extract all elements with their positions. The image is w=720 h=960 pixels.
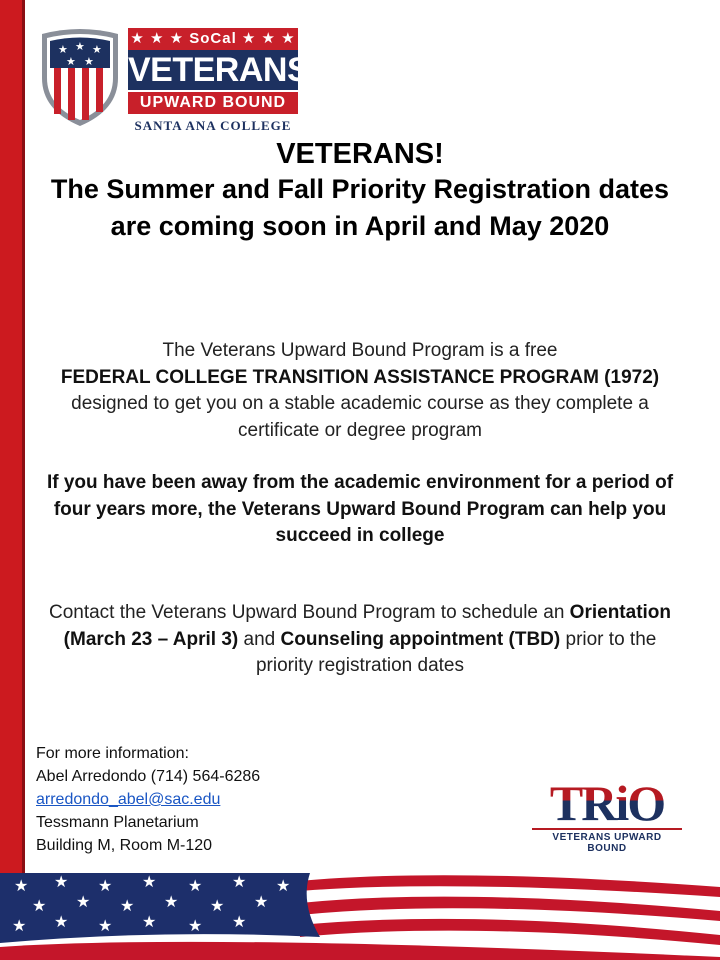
away-paragraph: If you have been away from the academic environment for a period of four years more, the Veterans Upward Bound Program can help you succeed in college bbox=[46, 472, 674, 546]
svg-text:★: ★ bbox=[84, 55, 94, 68]
svg-text:★: ★ bbox=[232, 873, 247, 891]
svg-text:★: ★ bbox=[232, 912, 247, 931]
trio-logo bbox=[532, 775, 682, 854]
cta-pre: Contact the Veterans Upward Bound Program to schedule an bbox=[48, 602, 565, 623]
svg-text:★: ★ bbox=[142, 912, 157, 931]
svg-text:★: ★ bbox=[98, 876, 113, 895]
svg-text:★: ★ bbox=[98, 916, 113, 935]
svg-text:★: ★ bbox=[188, 916, 203, 935]
svg-text:★: ★ bbox=[75, 40, 85, 53]
svg-text:★: ★ bbox=[254, 892, 269, 911]
american-flag-banner bbox=[0, 873, 720, 960]
cta-and: and bbox=[243, 628, 276, 650]
contact-name-phone: Abel Arredondo (714) 564-6286 bbox=[36, 768, 261, 785]
svg-text:★: ★ bbox=[66, 55, 76, 68]
svg-text:★: ★ bbox=[32, 896, 47, 915]
cta-counseling: Counseling appointment (TBD) bbox=[280, 628, 561, 650]
red-side-bar bbox=[0, 0, 25, 875]
contact-heading: For more information: bbox=[36, 745, 189, 762]
trio-subtitle: VETERANS UPWARD BOUND bbox=[532, 828, 682, 854]
intro-program-name: FEDERAL COLLEGE TRANSITION ASSISTANCE PROGRAM (1972) bbox=[60, 366, 660, 388]
logo-college: SANTA ANA COLLEGE bbox=[134, 118, 292, 133]
svg-text:★: ★ bbox=[142, 873, 157, 891]
logo-upward-bound: UPWARD BOUND bbox=[128, 92, 298, 114]
svg-text:★: ★ bbox=[76, 892, 91, 911]
svg-text:★: ★ bbox=[188, 876, 203, 895]
contact-room: Building M, Room M-120 bbox=[36, 837, 213, 854]
logo-socal: ★ ★ ★ SoCal ★ ★ ★ bbox=[128, 28, 298, 50]
trio-word: TRiO bbox=[532, 778, 682, 828]
svg-text:★: ★ bbox=[12, 916, 27, 935]
shield-icon bbox=[38, 28, 122, 128]
svg-text:★: ★ bbox=[92, 43, 102, 56]
cta-orientation: Orientation (March 23 – April 3) bbox=[63, 602, 672, 650]
svg-text:★: ★ bbox=[58, 43, 68, 56]
svg-text:★: ★ bbox=[276, 876, 291, 895]
svg-text:★: ★ bbox=[210, 896, 225, 915]
contact-cta-paragraph bbox=[40, 600, 680, 680]
svg-text:★: ★ bbox=[120, 896, 135, 915]
headline-title: VETERANS! bbox=[276, 138, 444, 170]
contact-location: Tessmann Planetarium bbox=[36, 814, 199, 831]
intro-line-1: The Veterans Upward Bound Program is a free bbox=[162, 340, 558, 361]
svg-text:★: ★ bbox=[164, 892, 179, 911]
veterans-upward-bound-logo bbox=[38, 28, 310, 133]
svg-text:★: ★ bbox=[54, 912, 69, 931]
svg-text:★: ★ bbox=[14, 876, 29, 895]
intro-line-3: designed to get you on a stable academic course as they complete a certificate or degree program bbox=[71, 393, 649, 441]
logo-veterans: VETERANS bbox=[128, 51, 310, 89]
svg-text:★: ★ bbox=[54, 873, 69, 891]
email-link[interactable]: arredondo_abel@sac.edu bbox=[36, 791, 221, 808]
cta-post: prior to the priority registration dates bbox=[255, 628, 657, 676]
headline-subtitle: The Summer and Fall Priority Registration dates are coming soon in April and May 2020 bbox=[50, 174, 670, 241]
intro-paragraph bbox=[40, 338, 680, 444]
contact-info bbox=[36, 742, 260, 857]
